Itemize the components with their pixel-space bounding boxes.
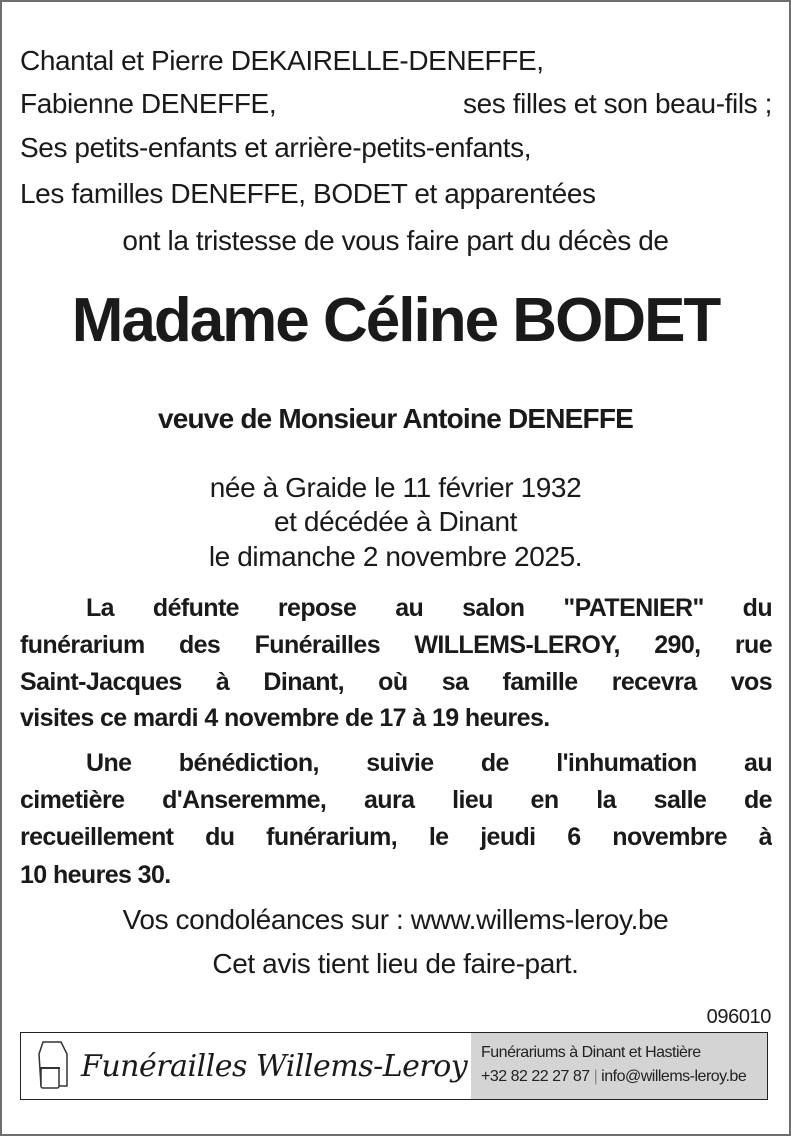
- birth-info: née à Graide le 11 février 1932: [209, 472, 582, 503]
- family-line-4: Les familles DENEFFE, BODET et apparentées: [20, 178, 596, 209]
- widow-of: veuve de Monsieur Antoine DENEFFE: [157, 403, 634, 434]
- family-line-1: Chantal et Pierre DEKAIRELLE-DENEFFE,: [20, 45, 544, 76]
- separator: |: [593, 1068, 598, 1085]
- logo-text: Funérailles Willems-Leroy: [81, 1048, 468, 1084]
- phone: +32 82 22 27 87: [481, 1068, 590, 1085]
- family-line-3: Ses petits-enfants et arrière-petits-enfants,: [20, 132, 532, 163]
- funeral-home-banner: [20, 1032, 768, 1100]
- paragraph2-line: recueillement du funérarium, le jeudi 6 novembre à: [20, 823, 772, 851]
- paragraph1-line: La défunte repose au salon "PATENIER" du: [86, 594, 772, 622]
- deceased-name: Madame Céline BODET: [71, 286, 720, 355]
- condolences-line: Vos condoléances sur : www.willems-leroy.be: [122, 904, 669, 935]
- paragraph2-line: cimetière d'Anseremme, aura lieu en la salle de: [20, 786, 772, 814]
- family-line-2-name: Fabienne DENEFFE,: [20, 88, 277, 119]
- tagline: Funérariums à Dinant et Hastière: [481, 1044, 701, 1061]
- paragraph1-line: Saint-Jacques à Dinant, où sa famille recevra vos: [20, 668, 772, 696]
- death-date: le dimanche 2 novembre 2025.: [208, 541, 583, 572]
- funeral-home-logo: [21, 1033, 471, 1099]
- paragraph1-line: visites ce mardi 4 novembre de 17 à 19 heures.: [20, 704, 550, 732]
- reference-number: 096010: [706, 1006, 771, 1028]
- contact-info: [471, 1033, 767, 1099]
- paragraph2-line: 10 heures 30.: [20, 861, 171, 889]
- urn-icon: [33, 1038, 73, 1094]
- email: info@willems-leroy.be: [601, 1068, 747, 1085]
- paragraph1-line: funérarium des Funérailles WILLEMS-LEROY, 290, rue: [20, 631, 772, 659]
- death-place: et décédée à Dinant: [273, 506, 518, 537]
- family-line-2-relation: ses filles et son beau-fils ;: [463, 88, 772, 119]
- notice-line: Cet avis tient lieu de faire-part.: [212, 948, 579, 979]
- announcement-line: ont la tristesse de vous faire part du décès de: [122, 225, 669, 256]
- paragraph2-line: Une bénédiction, suivie de l'inhumation au: [86, 749, 772, 777]
